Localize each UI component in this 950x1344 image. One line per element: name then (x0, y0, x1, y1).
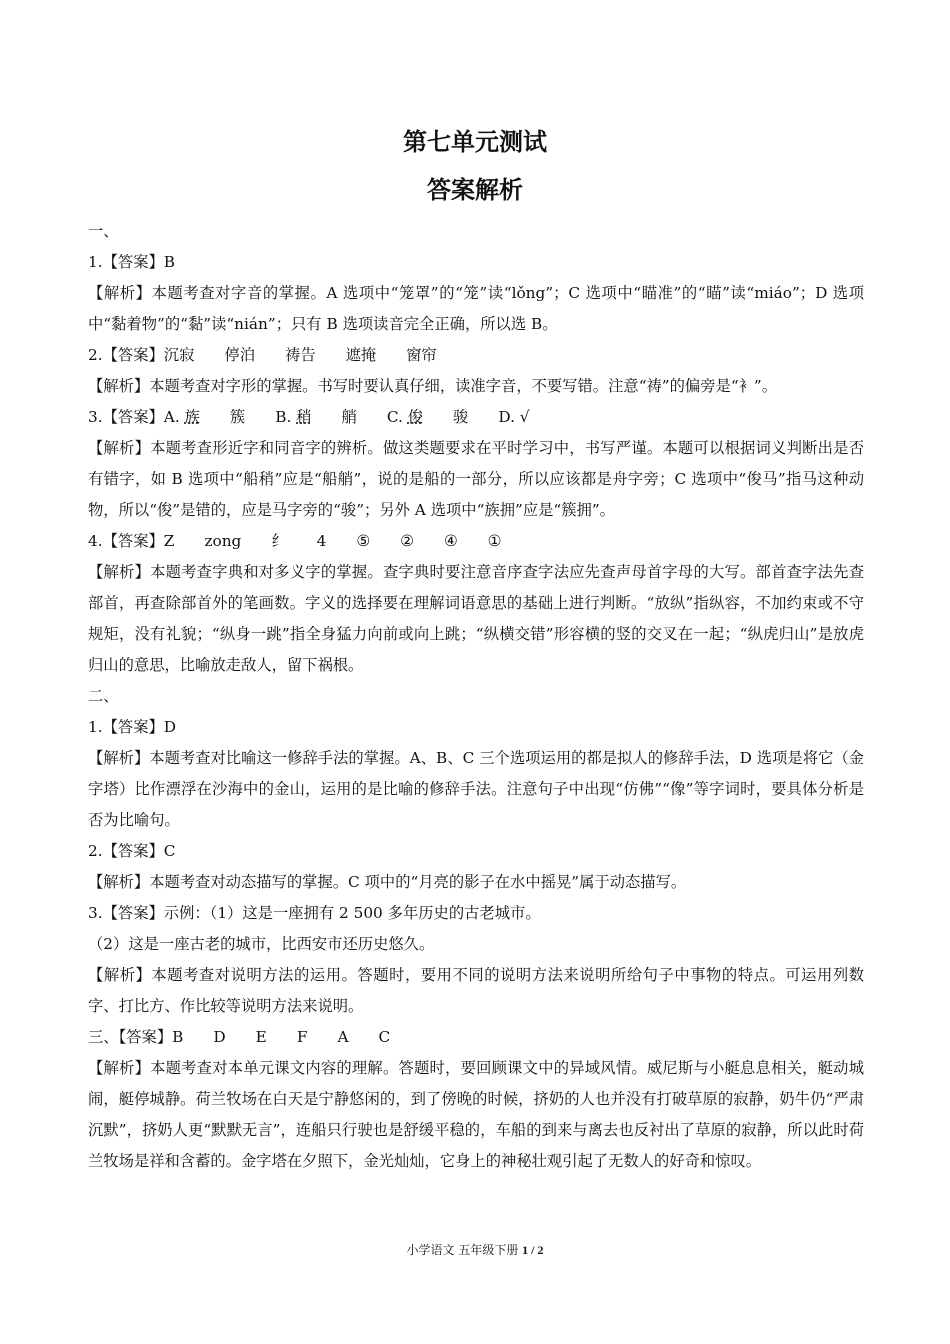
answer-1-4: 4.【答案】Z zong 纟 4 ⑤ ② ④ ① (88, 532, 502, 550)
answer-3: 三、【答案】B D E F A C (88, 1028, 391, 1046)
page-footer (0, 1242, 950, 1258)
answer-1-2: 2.【答案】沉寂 停泊 祷告 遮掩 窗帘 (88, 346, 437, 364)
answer-2-3-second: （2）这是一座古老的城市，比西安市还历史悠久。 (88, 935, 435, 953)
explanation-2-2: 【解析】本题考查对动态描写的掌握。C 项中的“月亮的影子在水中摇晃”属于动态描写。 (88, 873, 687, 891)
footer-grade: 五年级下册 (458, 1243, 519, 1257)
section-heading-1: 一、 (88, 222, 119, 240)
explanation-2-3: 【解析】本题考查对说明方法的运用。答题时，要用不同的说明方法来说明所给句子中事物的特点。可运用列数字、打比方、作比较等说明方法来说明。 (88, 966, 864, 1015)
answer-1-3: 3.【答案】A. 族 簇 B. 稍 艄 C. 俊 骏 D. √ (88, 408, 530, 426)
section-heading-2: 二、 (88, 687, 119, 705)
answer-2-3: 3.【答案】示例：（1）这是一座拥有 2 500 多年历史的古老城市。 (88, 904, 541, 922)
explanation-2-1: 【解析】本题考查对比喻这一修辞手法的掌握。A、B、C 三个选项运用的都是拟人的修辞手法，D 选项是将它（金字塔）比作漂浮在沙海中的金山，运用的是比喻的修辞手法。注意句子中出现“仿佛”“像”等字词时，要具体分析是否为比喻句。 (88, 749, 864, 829)
explanation-1-1: 【解析】本题考查对字音的掌握。A 选项中“笼罩”的“笼”读“lǒng”；C 选项中“瞄准”的“瞄”读“miáo”；D 选项中“黏着物”的“黏”读“nián”；只有 B 选项读音完全正确，所以选 B。 (88, 284, 864, 333)
answer-body (88, 216, 864, 1177)
explanation-1-2: 【解析】本题考查对字形的掌握。书写时要认真仔细，读准字音，不要写错。注意“祷”的偏旁是“衤”。 (88, 377, 778, 395)
answer-2-2: 2.【答案】C (88, 842, 176, 860)
explanation-1-4: 【解析】本题考查字典和对多义字的掌握。查字典时要注意音序查字法应先查声母首字母的大写。部首查字法先查部首，再查除部首外的笔画数。字义的选择要在理解词语意思的基础上进行判断。“放纵”指纵容，不加约束或不守规矩，没有礼貌；“纵身一跳”指全身猛力向前或向上跳；“纵横交错”形容横的竖的交叉在一起；“纵虎归山”是放虎归山的意思，比喻放走敌人，留下祸根。 (88, 563, 864, 674)
answer-2-1: 1.【答案】D (88, 718, 177, 736)
page-subtitle: 答案解析 (427, 176, 523, 204)
answer-1-1: 1.【答案】B (88, 253, 176, 271)
explanation-3: 【解析】本题考查对本单元课文内容的理解。答题时，要回顾课文中的异域风情。威尼斯与小艇息息相关，艇动城闹，艇停城静。荷兰牧场在白天是宁静悠闲的，到了傍晚的时候，挤奶的人也并没有打破草原的寂静，奶牛仍“严肃沉默”，挤奶人更“默默无言”，连船只行驶也是舒缓平稳的，车船的到来与离去也反衬出了草原的寂静，所以此时荷兰牧场是祥和含蓄的。金字塔在夕照下，金光灿灿，它身上的神秘壮观引起了无数人的好奇和惊叹。 (88, 1059, 864, 1170)
explanation-1-3: 【解析】本题考查形近字和同音字的辨析。做这类题要求在平时学习中，书写严谨。本题可以根据词义判断出是否有错字，如 B 选项中“船稍”应是“船艄”，说的是船的一部分，所以应该都是舟字旁；C 选项中“俊马”指马这种动物，所以“俊”是错的，应是马字旁的“骏”；另外 A 选项中“族拥”应是“簇拥”。 (88, 439, 864, 519)
footer-page-number: 1 / 2 (522, 1243, 544, 1257)
footer-subject: 小学语文 (406, 1243, 455, 1257)
page-title: 第七单元测试 (403, 128, 547, 156)
